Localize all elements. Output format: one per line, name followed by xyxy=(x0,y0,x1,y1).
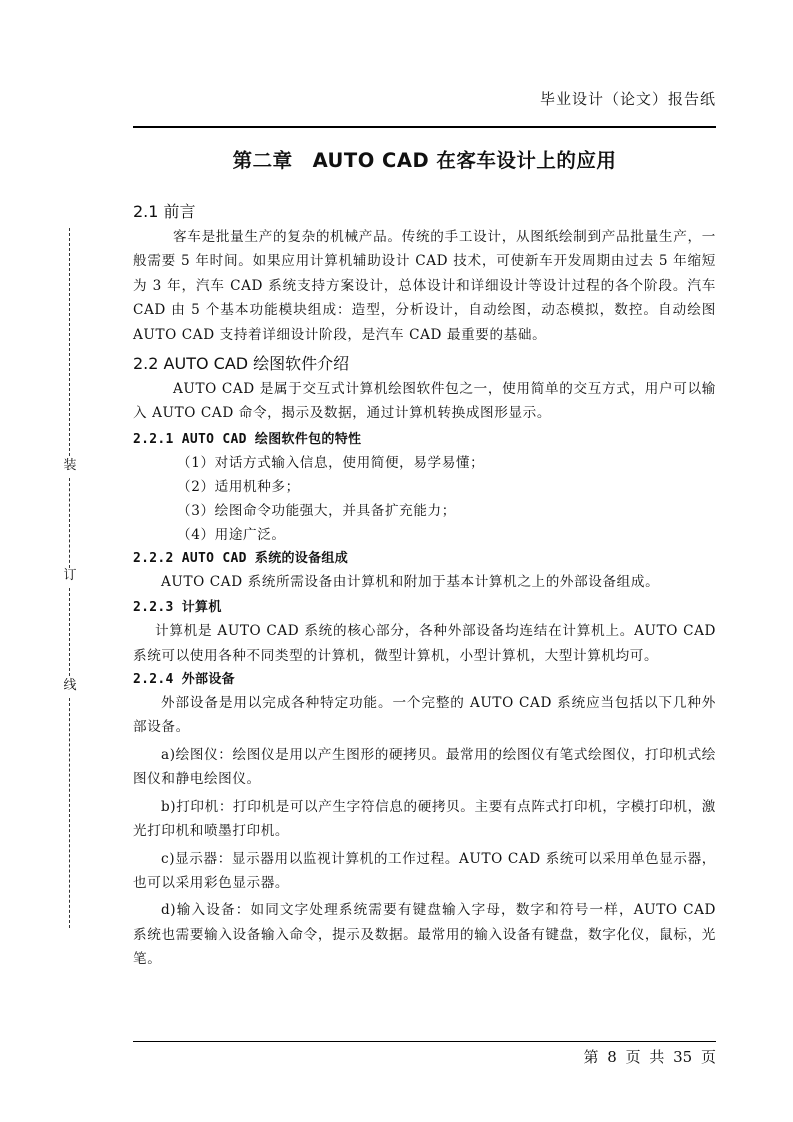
page-header-title: 毕业设计（论文）报告纸 xyxy=(539,90,716,108)
section-heading-2-2-1: 2.2.1 AUTO CAD 绘图软件包的特性 xyxy=(133,431,362,447)
page-number: 第 8 页 共 35 页 xyxy=(583,1048,716,1066)
chapter-title: 第二章 AUTO CAD 在客车设计上的应用 xyxy=(232,149,617,172)
paragraph: 客车是批量生产的复杂的机械产品。传统的手工设计，从图纸绘制到产品批量生产，一般需要 5 年时间。如果应用计算机辅助设计 CAD 技术，可使新车开发周期由过去 5 年缩短为 3 年，汽车 CAD 系统支持方案设计，总体设计和详细设计等设计过程的各个阶段。汽车 CAD 由 5 个基本功能模块组成：造型，分析设计，自动绘图，动态模拟，数控。自动绘图 AUTO CAD 支持着详细设计阶段，是汽车 CAD 最重要的基础。 xyxy=(133,229,716,343)
binding-margin xyxy=(63,228,77,928)
footer-rule xyxy=(133,1041,716,1042)
list-item: （1）对话方式输入信息，使用简便，易学易懂； xyxy=(177,454,485,471)
paragraph-item-a: a)绘图仪：绘图仪是用以产生图形的硬拷贝。最常用的绘图仪有笔式绘图仪，打印机式绘图仪和静电绘图仪。 xyxy=(133,746,716,788)
binding-dash-line xyxy=(69,228,70,456)
section-heading-2-1: 2.1 前言 xyxy=(133,202,196,221)
section-heading-2-2-2: 2.2.2 AUTO CAD 系统的设备组成 xyxy=(133,550,348,566)
list-item: （4）用途广泛。 xyxy=(177,526,286,543)
paragraph: 计算机是 AUTO CAD 系统的核心部分，各种外部设备均连结在计算机上。AUTO CAD 系统可以使用各种不同类型的计算机，微型计算机，小型计算机，大型计算机均可。 xyxy=(133,623,716,664)
header-rule xyxy=(133,126,716,128)
section-heading-2-2-4: 2.2.4 外部设备 xyxy=(133,672,235,688)
paragraph: AUTO CAD 是属于交互式计算机绘图软件包之一，使用简单的交互方式，用户可以输入 AUTO CAD 命令，揭示及数据，通过计算机转换成图形显示。 xyxy=(133,381,716,422)
binding-label-zhuang: 装 xyxy=(63,458,77,473)
binding-dash-line xyxy=(69,478,70,568)
binding-dash-line xyxy=(69,588,70,676)
section-heading-2-2: 2.2 AUTO CAD 绘图软件介绍 xyxy=(133,354,350,374)
paragraph-item-c: c)显示器：显示器用以监视计算机的工作过程。AUTO CAD 系统可以采用单色显示器，也可以采用彩色显示器。 xyxy=(133,850,716,891)
binding-label-ding: 订 xyxy=(63,568,77,583)
paragraph-item-d: d)输入设备：如同文字处理系统需要有键盘输入字母，数字和符号一样，AUTO CAD 系统也需要输入设备输入命令，提示及数据。最常用的输入设备有键盘，数字化仪，鼠标，光笔。 xyxy=(133,902,716,968)
binding-label-xian: 线 xyxy=(63,678,77,693)
paragraph: 外部设备是用以完成各种特定功能。一个完整的 AUTO CAD 系统应当包括以下几种外部设备。 xyxy=(133,695,716,736)
section-heading-2-2-3: 2.2.3 计算机 xyxy=(133,600,222,616)
binding-dash-line xyxy=(69,698,70,928)
list-item: （3）绘图命令功能强大，并具备扩充能力； xyxy=(177,502,456,519)
paragraph: AUTO CAD 系统所需设备由计算机和附加于基本计算机之上的外部设备组成。 xyxy=(161,573,660,590)
page-body xyxy=(133,199,716,972)
list-item: （2）适用机种多； xyxy=(177,478,300,495)
paragraph-item-b: b)打印机：打印机是可以产生字符信息的硬拷贝。主要有点阵式打印机，字模打印机，激光打印机和喷墨打印机。 xyxy=(133,798,716,840)
